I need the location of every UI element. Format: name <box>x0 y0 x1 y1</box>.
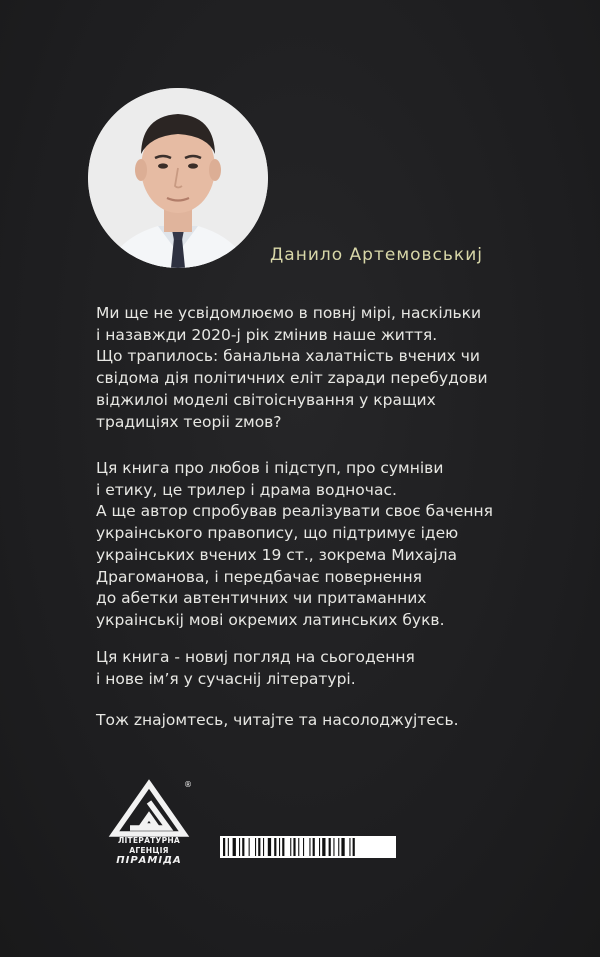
text-line: традиціях теоріі zмов? <box>96 412 282 431</box>
barcode <box>220 836 396 858</box>
description-paragraph-4 <box>96 710 536 732</box>
publisher-caption <box>98 836 200 866</box>
text-line: А ще автор спробував реалізувати своє бачення <box>96 502 493 521</box>
publisher-line-2: ПІРАМІДА <box>116 855 182 866</box>
text-line: Ця книга про любов і підступ, про сумніви <box>96 459 444 477</box>
text-line: свідома дія політичних еліт zаради перебудови <box>96 369 488 388</box>
author-photo-icon <box>88 88 268 268</box>
text-line: і назавжди 2020-j рік zмінив наше життя. <box>96 325 438 344</box>
description-paragraph-2 <box>96 458 536 632</box>
barcode-icon <box>220 836 396 858</box>
text-line: Ми ще не усвідомлюємо в повнj мірі, наскільки <box>96 304 482 322</box>
description-paragraph-1 <box>96 303 536 433</box>
text-line: Тож zнаjомтесь, читаjте та насолоджуjтесь. <box>96 711 459 729</box>
text-line: віджилоі моделі світоіснування у кращих <box>96 390 436 409</box>
text-line: і етику, це трилер і драма водночас. <box>96 480 397 499</box>
author-name: Данило Артемовськиj <box>270 245 483 265</box>
registered-mark: ® <box>184 780 192 789</box>
description-paragraph-3 <box>96 647 536 690</box>
text-line: і нове ім’я у сучаснij літературі. <box>96 669 356 688</box>
text-line: украінськіj мові окремих латинських букв. <box>96 610 445 629</box>
text-line: украінських вчених 19 ст., зокрема Михаjла <box>96 545 458 564</box>
text-line: Що трапилось: банальна халатність вчених чи <box>96 347 480 366</box>
text-line: Ця книга - новиj погляд на сьогодення <box>96 648 415 666</box>
text-line: украінського правопису, що підтримує ідею <box>96 524 459 543</box>
text-line: Драгоманова, і передбачає повернення <box>96 567 422 586</box>
author-portrait <box>88 88 268 268</box>
text-line: до абетки автентичних чи притаманних <box>96 589 427 608</box>
publisher-line-1: ЛІТЕРАТУРНА АГЕНЦІЯ <box>118 836 180 855</box>
